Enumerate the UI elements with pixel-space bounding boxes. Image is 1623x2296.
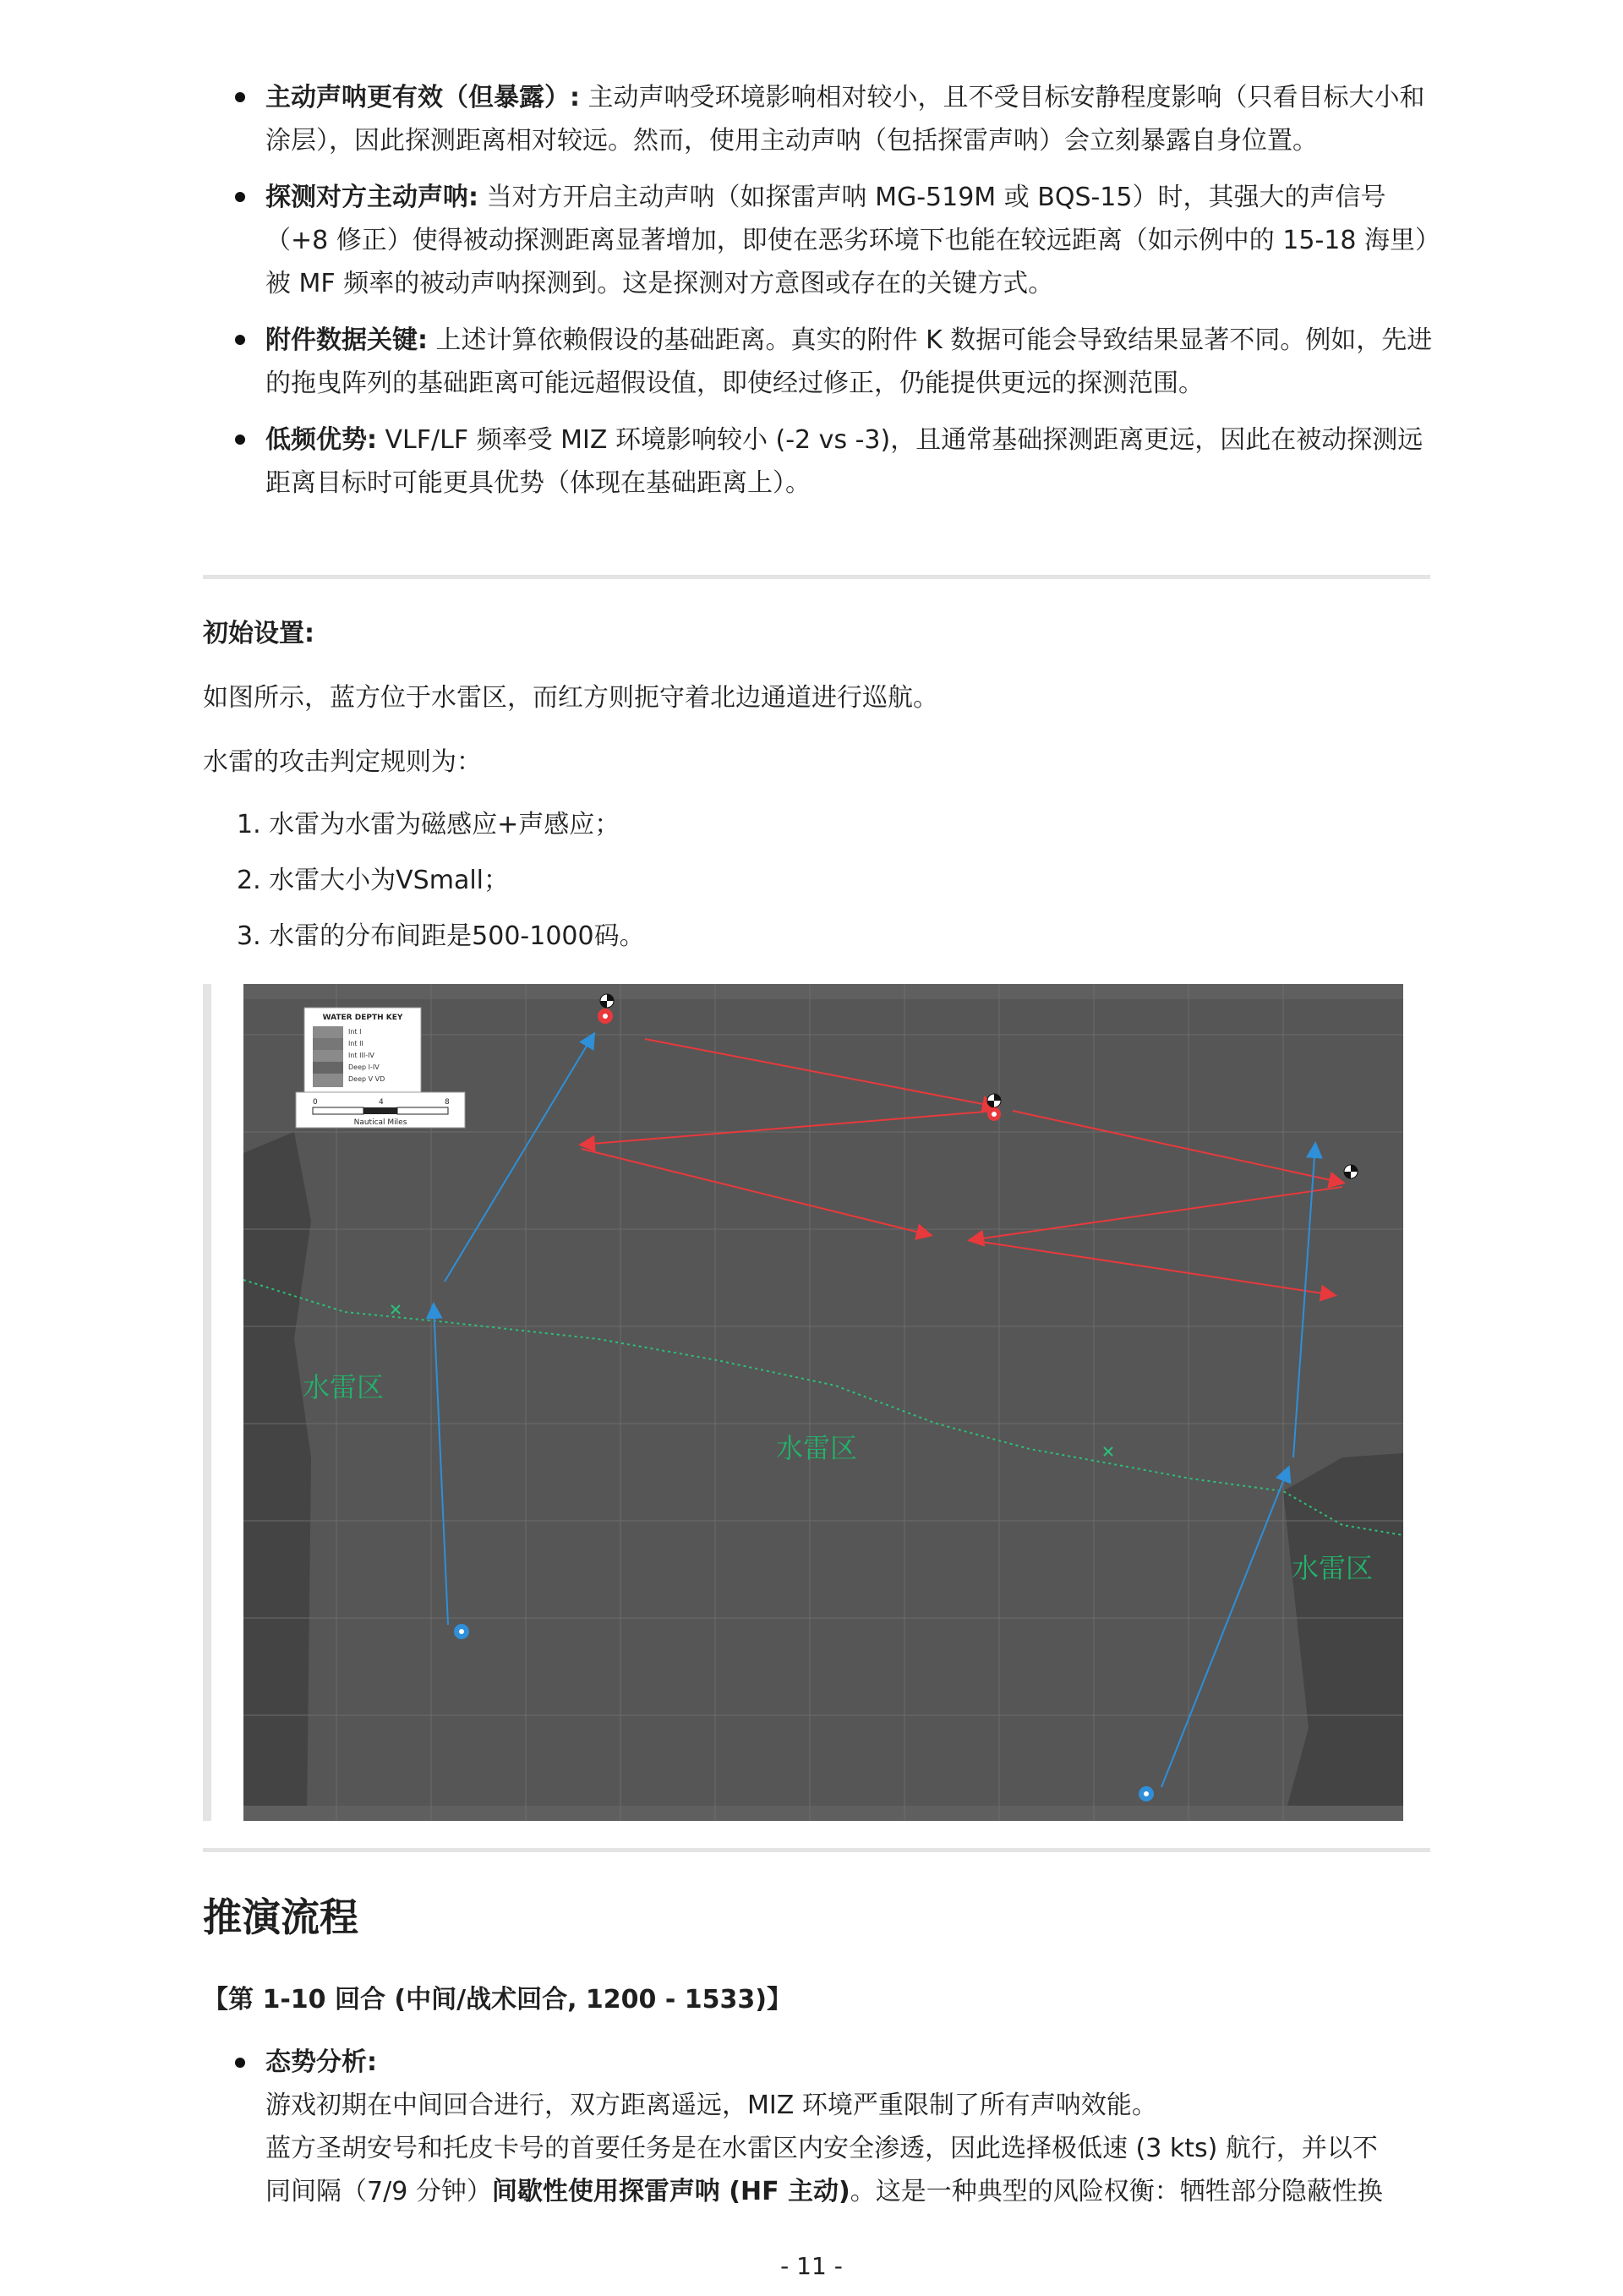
analysis-title: 态势分析: bbox=[265, 2047, 377, 2077]
list-item bbox=[228, 319, 1437, 405]
blue-submarine-icon bbox=[454, 1624, 469, 1639]
minefield-label: 水雷区 bbox=[776, 1432, 858, 1464]
land-west bbox=[243, 1132, 311, 1821]
red-contact-icon bbox=[1344, 1165, 1358, 1178]
bullet-dot bbox=[235, 192, 245, 202]
scale-unit-label: Nautical Miles bbox=[353, 1118, 407, 1127]
page-number: - 11 - bbox=[780, 2252, 843, 2280]
depth-key-title: WATER DEPTH KEY bbox=[322, 1014, 403, 1022]
section-divider bbox=[203, 575, 1430, 579]
land-east bbox=[1283, 1453, 1403, 1821]
water-depth-key bbox=[304, 1008, 421, 1092]
list-item: 1. 水雷为水雷为磁感应+声感应； bbox=[237, 810, 620, 839]
bullet-list-sonar bbox=[228, 76, 1437, 518]
minefield-label: 水雷区 bbox=[1292, 1552, 1374, 1584]
figure-quote-bar bbox=[203, 984, 211, 1821]
depth-key-item: Int I bbox=[348, 1028, 362, 1036]
bullet-dot bbox=[235, 92, 245, 102]
turn-label: 【第 1-10 回合 (中间/战术回合, 1200 - 1533)】 bbox=[203, 1985, 792, 2014]
situation-analysis bbox=[228, 2041, 1454, 2213]
depth-key-item: Int II bbox=[348, 1040, 363, 1047]
analysis-text: 同间隔（7/9 分钟） bbox=[265, 2177, 492, 2206]
bullet-bold-label: 低频优势: bbox=[265, 425, 377, 455]
list-item: 3. 水雷的分布间距是500-1000码。 bbox=[237, 921, 645, 951]
list-item: 2. 水雷大小为VSmall； bbox=[237, 866, 510, 895]
analysis-emphasis: 间歇性使用探雷声呐 (HF 主动) bbox=[491, 2177, 850, 2206]
tactical-map bbox=[243, 984, 1403, 1821]
section-heading: 推演流程 bbox=[203, 1894, 358, 1940]
setup-paragraph: 如图所示，蓝方位于水雷区，而红方则扼守着北边通道进行巡航。 bbox=[203, 683, 938, 713]
bullet-bold-label: 附件数据关键: bbox=[265, 325, 428, 355]
bullet-text: 当对方开启主动声呐（如探雷声呐 MG-519M 或 BQS-15）时，其强大的声信号（+8 修正）使得被动探测距离显著增加，即使在恶劣环境下也能在较远距离（如示例中的 15-18 海里）被 MF 频率的被动声呐探测到。这是探测对方意图或存在的关键方式。 bbox=[265, 183, 1429, 298]
top-grid-ruler bbox=[243, 984, 1403, 999]
mine-rules-list bbox=[237, 806, 645, 974]
distance-scale-bar bbox=[296, 1092, 465, 1128]
depth-key-item: Deep I-IV bbox=[348, 1063, 380, 1071]
bullet-bold-label: 主动声呐更有效（但暴露）: bbox=[265, 83, 580, 112]
analysis-line bbox=[228, 2170, 1454, 2213]
bottom-grid-ruler bbox=[243, 1806, 1403, 1821]
bullet-text: 上述计算依赖假设的基础距离。真实的附件 K 数据可能会导致结果显著不同。例如，先进的拖曳阵列的基础距离可能远超假设值，即使经过修正，仍能提供更远的探测范围。 bbox=[265, 325, 1433, 398]
minefield-label: 水雷区 bbox=[303, 1371, 385, 1403]
bullet-dot bbox=[235, 435, 245, 445]
depth-key-item: Deep V VD bbox=[348, 1075, 385, 1083]
analysis-line: 游戏初期在中间回合进行，双方距离遥远，MIZ 环境严重限制了所有声呐效能。 bbox=[265, 2091, 1157, 2120]
blue-submarine-icon bbox=[1139, 1786, 1154, 1801]
analysis-line: 蓝方圣胡安号和托皮卡号的首要任务是在水雷区内安全渗透，因此选择极低速 (3 kts) 航行，并以不 bbox=[265, 2134, 1378, 2163]
bullet-bold-label: 探测对方主动声呐: bbox=[265, 183, 478, 212]
scale-tick: 0 bbox=[313, 1098, 318, 1107]
section-divider bbox=[203, 1848, 1430, 1852]
rules-intro: 水雷的攻击判定规则为： bbox=[203, 747, 482, 777]
bullet-dot bbox=[235, 335, 245, 345]
bullet-text: 主动声呐受环境影响相对较小，且不受目标安静程度影响（只看目标大小和涂层），因此探测距离相对较远。然而，使用主动声呐（包括探雷声呐）会立刻暴露自身位置。 bbox=[265, 83, 1425, 156]
list-item bbox=[228, 76, 1437, 162]
scale-tick: 4 bbox=[379, 1098, 384, 1107]
bullet-dot bbox=[235, 2058, 245, 2068]
list-item bbox=[228, 418, 1437, 505]
analysis-text: 。这是一种典型的风险权衡：牺牲部分隐蔽性换 bbox=[850, 2177, 1383, 2206]
bullet-text: VLF/LF 频率受 MIZ 环境影响较小 (-2 vs -3)，且通常基础探测距离更远，因此在被动探测远距离目标时可能更具优势（体现在基础距离上）。 bbox=[265, 425, 1424, 498]
depth-key-item: Int III-IV bbox=[348, 1052, 374, 1059]
setup-heading: 初始设置: bbox=[203, 619, 314, 648]
list-item bbox=[228, 176, 1437, 305]
scale-tick: 8 bbox=[445, 1098, 450, 1107]
